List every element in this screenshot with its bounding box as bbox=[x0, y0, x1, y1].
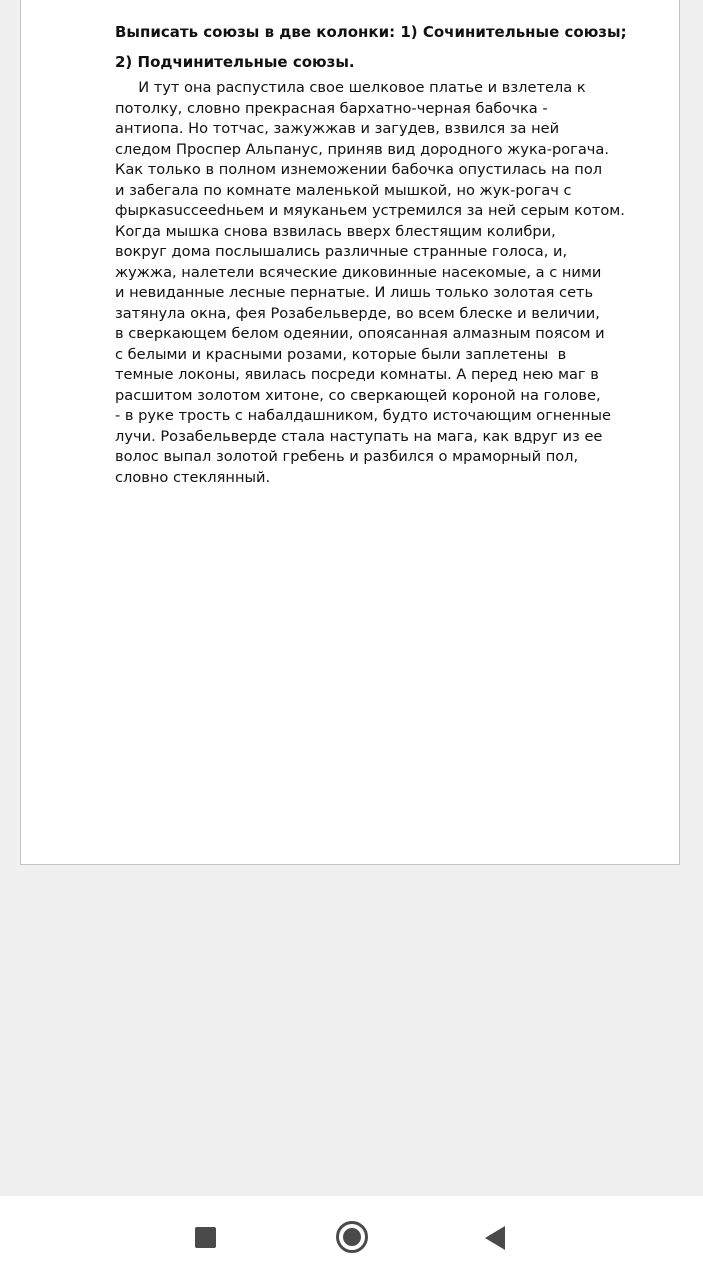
body-line: - в руке трость с набалдашником, будто источающим огненные bbox=[115, 407, 611, 424]
body-line: и невиданные лесные пернатые. И лишь только золотая сеть bbox=[115, 284, 594, 301]
body-line: словно стеклянный. bbox=[115, 468, 271, 486]
recents-square-icon[interactable] bbox=[195, 1227, 216, 1248]
task-heading: Выписать союзы в две колонки: 1) Сочинительные союзы; bbox=[115, 23, 627, 41]
body-line: антиопа. Но тотчас, зажужжав и загудев, взвился за ней bbox=[115, 120, 560, 137]
body-line: следом Проспер Альпанус, приняв вид дородного жука-рогача. bbox=[115, 140, 609, 158]
body-line: Как только в полном изнеможении бабочка опустилась на пол bbox=[115, 161, 603, 178]
document-content bbox=[115, 23, 643, 488]
body-line: расшитом золотом хитоне, со сверкающей короной на голове, bbox=[115, 386, 601, 404]
body-line: потолку, словно прекрасная бархатно-черная бабочка - bbox=[115, 99, 548, 117]
back-triangle-icon[interactable] bbox=[485, 1226, 505, 1250]
body-line: с белыми и красными розами, которые были заплетены в bbox=[115, 345, 567, 363]
body-line: вокруг дома послышались различные странные голоса, и, bbox=[115, 243, 568, 260]
body-line: Когда мышка снова взвилась вверх блестящим колибри, bbox=[115, 222, 556, 240]
home-circle-inner bbox=[343, 1228, 361, 1246]
home-circle-icon[interactable] bbox=[336, 1221, 368, 1253]
body-line: темные локоны, явилась посреди комнаты. А перед нею маг в bbox=[115, 366, 599, 383]
body-line: жужжа, налетели всяческие диковинные насекомые, а с ними bbox=[115, 263, 602, 281]
body-line: и забегала по комнате маленькой мышкой, но жук-рогач с bbox=[115, 181, 572, 199]
system-navigation-bar bbox=[0, 1196, 703, 1280]
body-line: И тут она распустила свое шелковое платье и взлетела к bbox=[115, 79, 586, 96]
body-line: фыркаsucceedньем и мяуканьем устремился за ней серым котом. bbox=[115, 202, 625, 219]
body-line: в сверкающем белом одеянии, опоясанная алмазным поясом и bbox=[115, 325, 605, 342]
document-page bbox=[20, 0, 680, 865]
document-body bbox=[115, 78, 643, 488]
body-line: лучи. Розабельверде стала наступать на мага, как вдруг из ее bbox=[115, 427, 603, 445]
body-line: волос выпал золотой гребень и разбился о мраморный пол, bbox=[115, 448, 579, 465]
task-subheading: 2) Подчинительные союзы. bbox=[115, 53, 355, 71]
body-line: затянула окна, фея Розабельверде, во всем блеске и величии, bbox=[115, 304, 600, 322]
